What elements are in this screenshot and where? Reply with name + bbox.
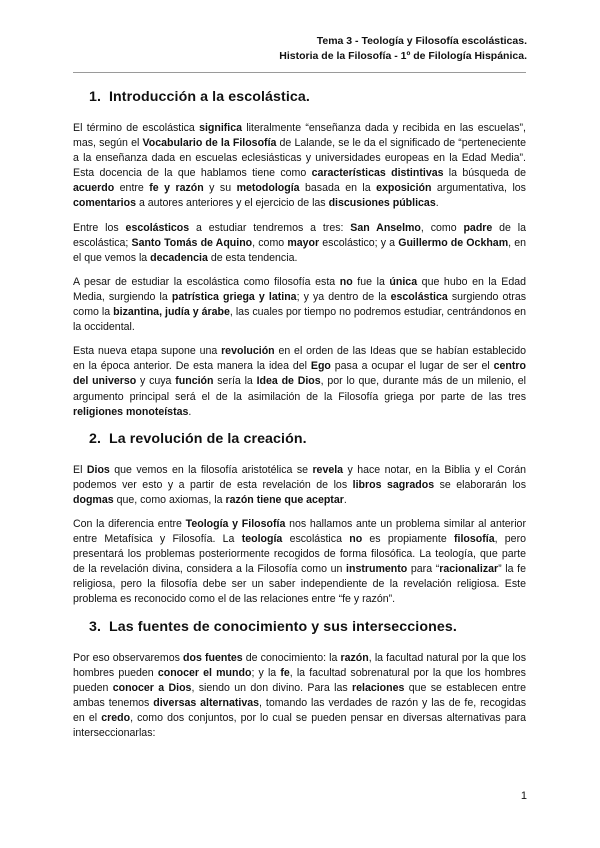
text-run: y su (203, 182, 237, 195)
section-heading (89, 87, 526, 107)
bold-term: metodología (236, 182, 300, 195)
bold-term: acuerdo (73, 182, 115, 195)
text-run: , la facultad natural por la que los hombres pueden (73, 651, 527, 679)
text-run: a autores anteriores y el ejercicio de las (136, 197, 329, 210)
text-run: ; y ya dentro de la (296, 290, 391, 303)
text-run: de la escolástica; (73, 221, 527, 249)
body-paragraph (73, 121, 526, 212)
page-number: 1 (520, 790, 527, 802)
bold-term: significa (199, 122, 243, 134)
text-run: y hace notar, en la Biblia y el Corán podemos ver esto y a partir de esta revelación de los (73, 463, 526, 491)
bold-term: dos fuentes (183, 651, 243, 664)
bold-term: razón tiene que aceptar (225, 493, 344, 506)
text-run: literalmente “enseñanza dada y recibida en las escuelas”, mas, según el (73, 122, 526, 150)
document-body (73, 87, 526, 750)
bold-term: mayor (287, 236, 320, 249)
text-run: en el orden de las Ideas que se habían establecido en la época anterior. De esta manera la idea del (73, 345, 526, 373)
text-run: , como (420, 221, 464, 234)
bold-term: revela (312, 463, 344, 476)
bold-term: filosofía (453, 533, 495, 546)
header-course-name: Historia de la Filosofía - 1º de Filología Hispánica. (279, 50, 527, 62)
bold-term: Ego (310, 360, 331, 373)
text-run: de Lalande, se le da el significado de “perteneciente a la enseñanza dada en escuelas eclesiásticas y universidades europeas en la Edad Media”. Esta docencia de la que hablamos tiene como (73, 137, 526, 180)
text-run: para “ (407, 563, 440, 576)
text-run: , como dos conjuntos, por lo cual se pueden pensar en diversas alternativas para interseccionarlas: (73, 711, 527, 739)
bold-term: San Anselmo (350, 221, 421, 234)
bold-term: discusiones públicas (328, 197, 436, 210)
text-run: que vemos en la filosofía aristotélica se (109, 463, 313, 476)
bold-term: libros sagrados (352, 478, 435, 491)
section-heading (89, 617, 526, 637)
bold-term: fe y razón (149, 182, 204, 195)
bold-term: instrumento (346, 563, 408, 576)
text-run: Esta nueva etapa supone una (73, 345, 222, 358)
bold-term: credo (101, 711, 131, 724)
text-run: , en el que vemos la (73, 236, 526, 264)
bold-term: escolásticos (125, 221, 190, 234)
bold-term: relaciones (351, 681, 405, 694)
bold-term: Vocabulario de la Filosofía (142, 137, 277, 150)
text-run: fue la (352, 275, 390, 288)
bold-term: exposición (376, 182, 432, 195)
text-run: a estudiar tendremos a tres: (189, 221, 351, 234)
text-run: , pero presentará los problemas posteriormente recogidos de forma filosófica. La teología, que parte de la revelación divina, considera a la Filosofía como un (73, 533, 526, 576)
bold-term: fe (280, 666, 290, 679)
text-run: . (343, 493, 347, 506)
text-run: . (435, 197, 439, 210)
bold-term: revolución (221, 345, 275, 358)
section-number: 1. (89, 89, 102, 105)
text-run: que se establecen entre ambas tenemos (73, 681, 527, 709)
text-run: que, como axiomas, la (113, 493, 226, 506)
bold-term: religiones monoteístas (73, 405, 189, 418)
bold-term: escolástica (390, 290, 448, 303)
text-run: . (188, 405, 192, 418)
text-run: de esta tendencia. (207, 251, 298, 264)
text-run: ” la fe religiosa, pero la filosofía debe ser un saber independiente de la revelación religiosa. Este problema es reconocido como el de las relaciones entre “fe y razón”. (73, 563, 527, 606)
bold-term: Teología y Filosofía (185, 517, 286, 530)
body-paragraph (73, 651, 526, 742)
section-heading (89, 429, 526, 449)
text-run: y cuya (136, 375, 176, 388)
section-number: 2. (89, 430, 102, 447)
text-run: , las cuales por tiempo no podremos estudiar, centrándonos en la occidental. (73, 306, 526, 334)
running-header (67, 34, 527, 64)
header-course-topic: Tema 3 - Teología y Filosofía escolásticas. (316, 35, 527, 47)
text-run: se elaborarán los (434, 478, 526, 491)
text-run: sería la (213, 375, 257, 388)
bold-term: no (339, 275, 353, 288)
text-run: Con la diferencia entre (73, 517, 186, 530)
bold-term: Idea de Dios (256, 375, 321, 388)
bold-term: comentarios (73, 197, 136, 210)
bold-term: decadencia (150, 251, 208, 264)
text-run: , tomando las verdades de razón y las de fe, recogidas en el (73, 696, 527, 724)
bold-term: única (389, 275, 418, 288)
text-run: , como (252, 236, 288, 249)
section-title: La revolución de la creación. (109, 430, 307, 447)
text-run: , por lo que, durante más de un milenio, el argumento principal será el de la asimilación de la Filosofía griega por parte de las tres (73, 375, 526, 403)
text-run: escolástico; y a (319, 236, 399, 249)
bold-term: no (349, 533, 363, 546)
body-paragraph (73, 221, 526, 266)
text-run: El término de escolástica (73, 122, 200, 134)
body-paragraph (73, 344, 526, 419)
text-run: de conocimiento: la (242, 651, 341, 664)
bold-term: diversas alternativas (153, 696, 260, 709)
body-paragraph (73, 517, 526, 608)
text-run: nos hallamos ante un problema similar al anterior entre Metafísica y Filosofía. La (73, 517, 526, 546)
bold-term: Guillermo de Ockham (398, 236, 509, 249)
bold-term: patrística griega y latina (171, 290, 297, 303)
bold-term: Santo Tomás de Aquino (131, 236, 253, 249)
text-run: surgiendo otras como la (73, 290, 527, 319)
section-title: Introducción a la escolástica. (109, 89, 310, 105)
text-run: escolástica (282, 533, 350, 546)
text-run: argumentativa, los (431, 182, 526, 195)
text-run: que hubo en la Edad Media, surgiendo la (73, 275, 526, 303)
section-number: 3. (89, 618, 102, 635)
bold-term: conocer el mundo (157, 666, 252, 679)
bold-term: padre (463, 221, 493, 234)
text-run: es propiamente (362, 533, 454, 546)
bold-term: teología (241, 533, 283, 546)
text-run: basada en la (299, 182, 377, 195)
text-run: El (73, 463, 87, 476)
bold-term: bizantina, judía y árabe (113, 306, 230, 319)
body-paragraph (73, 275, 526, 335)
text-run: entre (114, 182, 150, 195)
text-run: , siendo un don divino. Para las (191, 681, 352, 694)
text-run: , la facultad sobrenatural por la que los hombres pueden (73, 666, 526, 694)
text-run: la búsqueda de (443, 167, 526, 180)
text-run: ; y la (251, 666, 281, 679)
bold-term: conocer a Dios (112, 681, 192, 694)
text-run: Por eso observaremos (73, 651, 184, 664)
section-title: Las fuentes de conocimiento y sus intersecciones. (109, 618, 457, 635)
text-run: Entre los (73, 221, 126, 234)
bold-term: dogmas (73, 493, 114, 506)
bold-term: razón (340, 651, 369, 664)
text-run: A pesar de estudiar la escolástica como filosofía esta (73, 275, 340, 288)
bold-term: características distintivas (311, 167, 444, 180)
bold-term: centro del universo (73, 360, 527, 388)
body-paragraph (73, 463, 526, 508)
bold-term: racionalizar (439, 563, 499, 576)
header-rule (73, 72, 526, 73)
bold-term: Dios (86, 463, 110, 476)
bold-term: función (175, 375, 214, 388)
text-run: pasa a ocupar el lugar de ser el (330, 360, 494, 373)
